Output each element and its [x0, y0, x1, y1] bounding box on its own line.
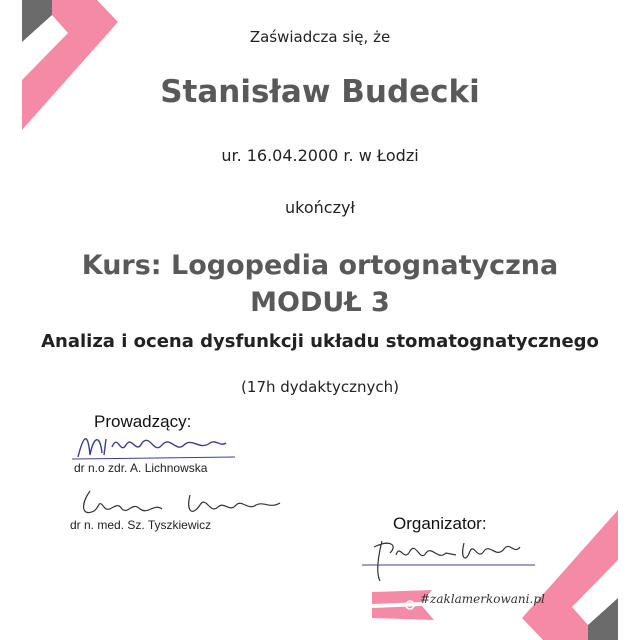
subject-title: Analiza i ocena dysfunkcji układu stomatognatycznego: [41, 331, 599, 352]
organizer-label: Organizator:: [393, 514, 487, 533]
signature-organizer: [360, 533, 540, 583]
organizer-logo: [372, 588, 545, 622]
completed-text: ukończył: [285, 198, 355, 217]
course-title: Kurs: Logopedia ortognatyczna: [81, 250, 559, 281]
intro-text: Zaświadcza się, że: [249, 28, 391, 46]
signature-lichnowska: [70, 425, 240, 465]
module-title: MODUŁ 3: [250, 287, 390, 318]
instructor-name-1: dr n.o zdr. A. Lichnowska: [74, 461, 208, 475]
hours-text: (17h dydaktycznych): [241, 378, 399, 396]
organizer-logo-text: #zaklamerkowani.pl: [420, 592, 545, 606]
instructors-label: Prowadzący:: [94, 412, 192, 431]
instructor-name-2: dr n. med. Sz. Tyszkiewicz: [70, 518, 212, 532]
birth-info: ur. 16.04.2000 r. w Łodzi: [221, 146, 419, 165]
recipient-name: Stanisław Budecki: [160, 74, 480, 110]
